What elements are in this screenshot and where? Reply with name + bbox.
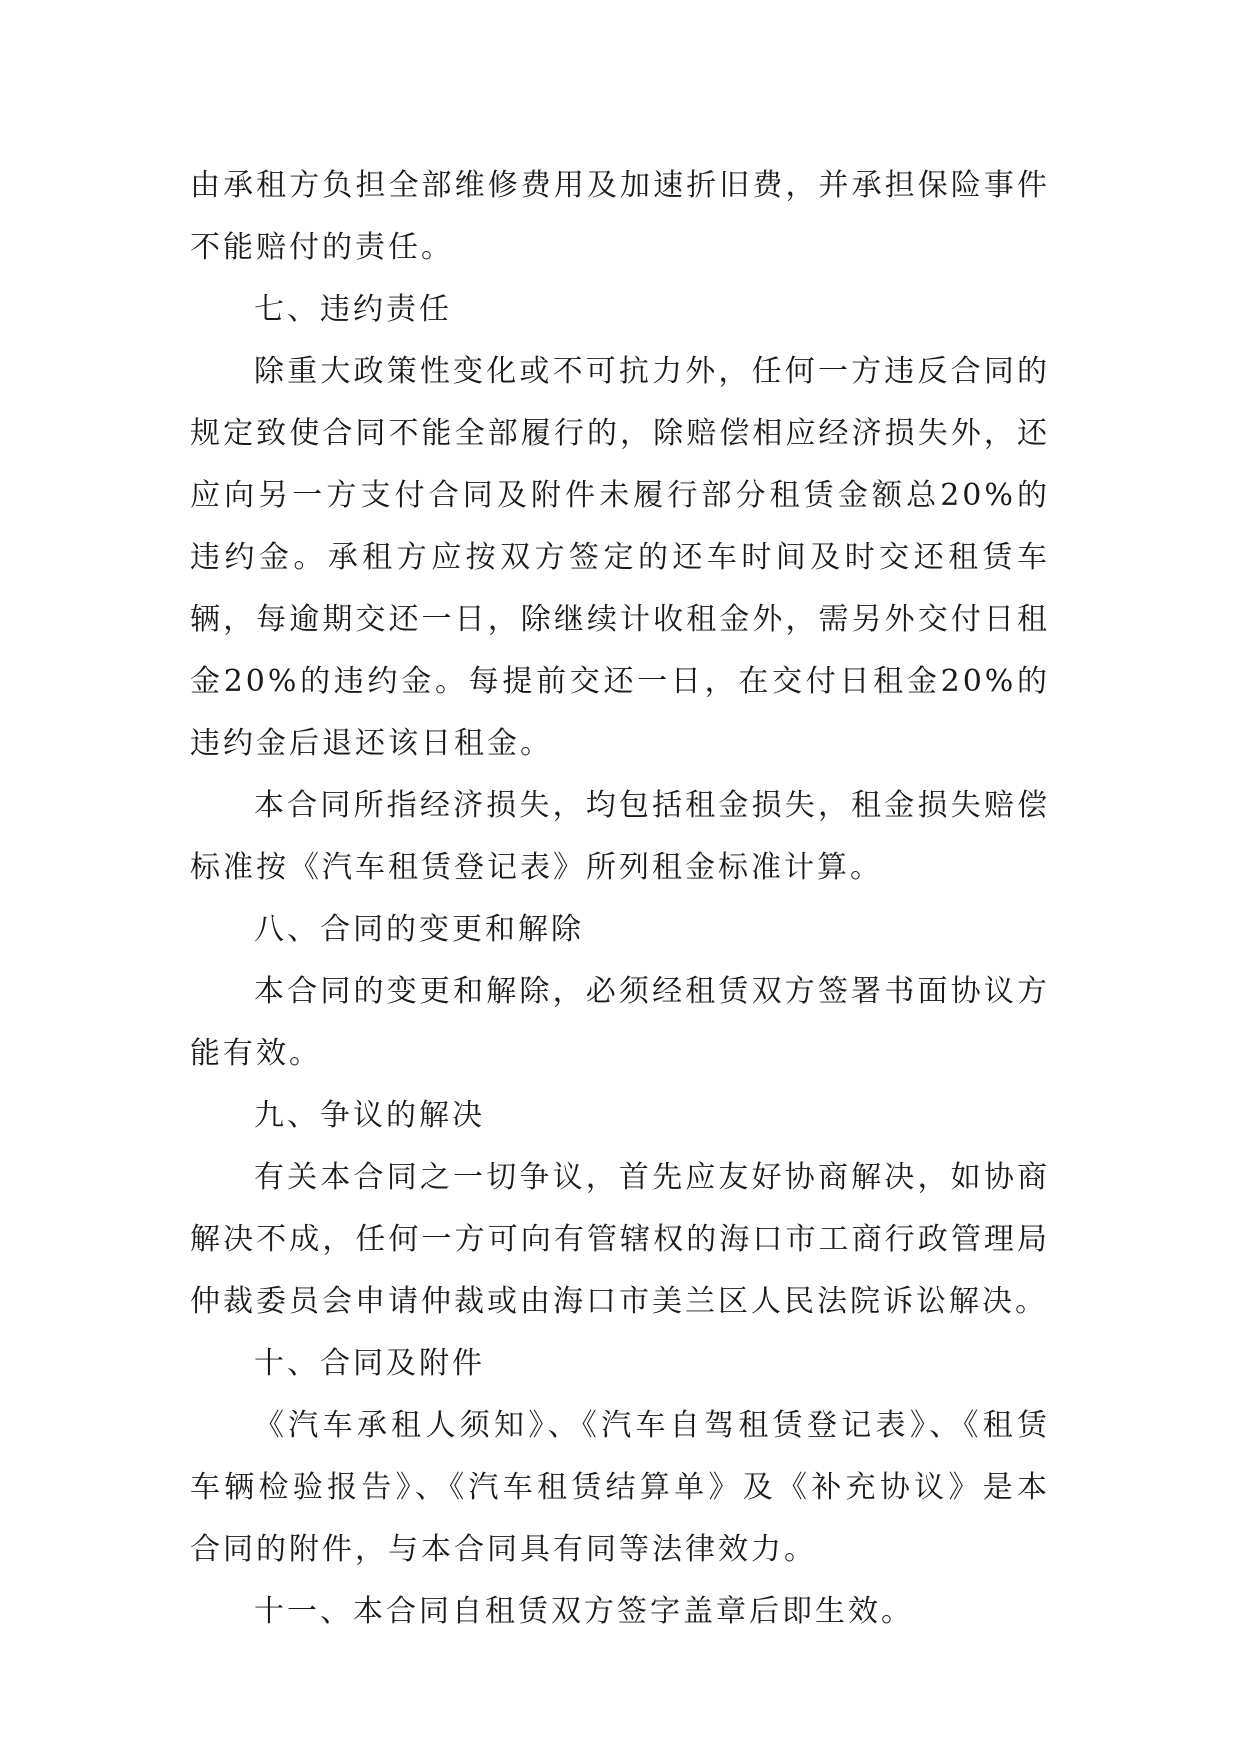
section-heading-breach: 七、违约责任 <box>254 292 452 327</box>
section-heading-attachments: 十、合同及附件 <box>254 1346 485 1381</box>
section-heading-effective: 十一、本合同自租赁双方签字盖章后即生效。 <box>254 1594 914 1629</box>
section-heading-dispute: 九、争议的解决 <box>254 1098 485 1133</box>
paragraph-change-termination: 本合同的变更和解除，必须经租赁双方签署书面协议方能有效。 <box>190 974 1050 1071</box>
paragraph-dispute-resolution: 有关本合同之一切争议，首先应友好协商解决，如协商解决不成，任何一方可向有管辖权的海口市工商行政管理局仲裁委员会申请仲裁或由海口市美兰区人民法院诉讼解决。 <box>190 1160 1050 1319</box>
paragraph-breach-terms: 除重大政策性变化或不可抗力外，任何一方违反合同的规定致使合同不能全部履行的，除赔偿相应经济损失外，还应向另一方支付合同及附件未履行部分租赁金额总20%的违约金。承租方应按双方签定的还车时间及时交还租赁车辆，每逾期交还一日，除继续计收租金外，需另外交付日租金20%的违约金。每提前交还一日，在交付日租金20%的违约金后退还该日租金。 <box>190 354 1050 761</box>
paragraph-attachments: 《汽车承租人须知》、《汽车自驾租赁登记表》、《租赁车辆检验报告》、《汽车租赁结算单》及《补充协议》是本合同的附件，与本合同具有同等法律效力。 <box>190 1408 1050 1567</box>
document-body <box>190 155 1050 1643</box>
section-heading-change-termination: 八、合同的变更和解除 <box>254 912 584 947</box>
paragraph-maintenance-liability: 由承租方负担全部维修费用及加速折旧费，并承担保险事件不能赔付的责任。 <box>190 168 1050 265</box>
paragraph-economic-loss: 本合同所指经济损失，均包括租金损失，租金损失赔偿标准按《汽车租赁登记表》所列租金标准计算。 <box>190 788 1050 885</box>
